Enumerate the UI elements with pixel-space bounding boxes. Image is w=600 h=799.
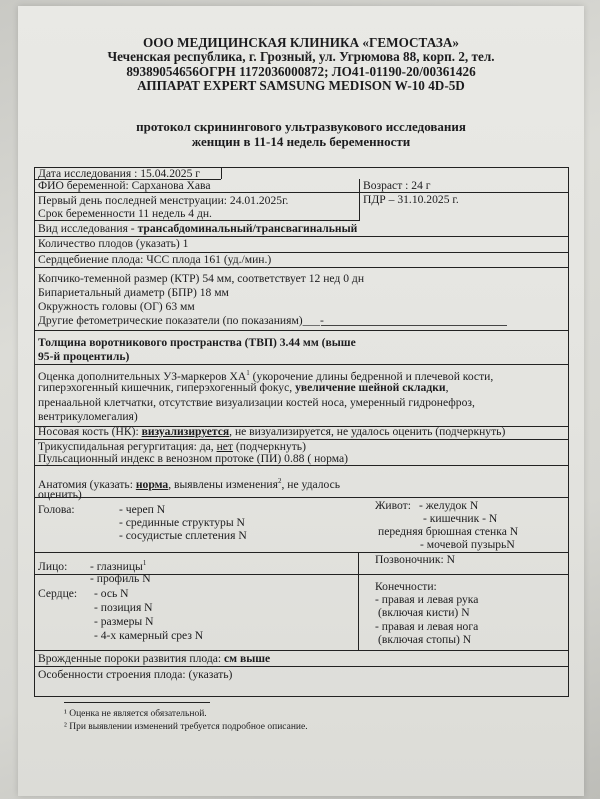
heart-item: - ось N <box>94 587 129 600</box>
clinic-name: ООО МЕДИЦИНСКАЯ КЛИНИКА «ГЕМОСТАЗА» <box>143 35 459 50</box>
markers-text: гиперэхогенный кишечник, гиперэхогенный фокус, <box>38 381 296 394</box>
nasal-bone-value: визуализируется <box>141 425 230 438</box>
patient-age: Возраст : 24 г <box>363 179 431 192</box>
footnote-2: ² При выявлении изменений требуется подробное описание. <box>64 722 308 732</box>
tricuspid-value: нет <box>216 440 233 453</box>
malformations-label: Врожденные пороки развития плода: <box>38 652 224 665</box>
other-fetometry-fill-line <box>321 325 507 326</box>
heart-item: - 4-х камерный срез N <box>94 629 204 642</box>
column-divider <box>221 168 222 179</box>
head-item: - срединные структуры N <box>119 516 245 529</box>
og-measurement: Окружность головы (ОГ) 63 мм <box>38 300 195 313</box>
face-label: Лицо: <box>38 560 68 573</box>
head-item: - череп N <box>119 503 166 516</box>
device-name: АППАРАТ EXPERT SAMSUNG MEDISON W-10 4D-5D <box>137 78 465 94</box>
clinic-registration: 89389054656ОГРН 1172036000872; ЛО41-01190-20/00361426 <box>126 63 476 79</box>
abdomen-item: передняя брюшная стенка N <box>378 525 519 538</box>
protocol-title <box>18 119 584 149</box>
exam-date: Дата исследования : 15.04.2025 г <box>38 167 201 180</box>
malformations <box>38 652 270 665</box>
heart-label: Сердце: <box>38 587 78 600</box>
face-footnote-ref: 1 <box>142 559 147 567</box>
limbs-item: - правая и левая нога <box>375 620 479 633</box>
last-menstruation: Первый день последней менструации: 24.01.2025г. <box>38 194 289 207</box>
tvp-line2: 95-й процентиль) <box>38 350 130 363</box>
abdomen-label: Живот: <box>375 499 411 512</box>
footnote-separator <box>64 702 210 703</box>
tricuspid-hint: (подчеркнуть) <box>233 440 306 453</box>
markers-line2 <box>38 381 448 394</box>
head-label: Голова: <box>38 503 75 516</box>
markers-label: Оценка дополнительных УЗ-маркеров ХА <box>38 369 247 383</box>
protocol-title-line1: протокол скринингового ультразвукового исследования <box>136 119 466 134</box>
exam-type-label: Вид исследования - <box>38 222 138 235</box>
markers-text: , <box>445 381 449 394</box>
limbs-item: - правая и левая рука <box>375 593 479 606</box>
markers-line3: пренаальной клетчатки, отсутствие визуализации костей носа, умеренный гидронефроз, <box>38 396 475 409</box>
anatomy-norm: норма <box>135 477 169 491</box>
exam-type-value: трансабдоминальный/трансвагинальный <box>137 222 358 235</box>
exam-type <box>38 222 357 235</box>
bpr-measurement: Бипариетальный диаметр (БПР) 18 мм <box>38 286 229 299</box>
pulsation-index: Пульсационный индекс в венозном протоке (ПИ) 0.88 ( норма) <box>38 452 348 465</box>
row-divider <box>35 267 568 268</box>
column-divider <box>359 179 360 221</box>
anatomy-label-text: , выявлены изменения <box>168 477 278 491</box>
limbs-item: (включая кисти) N <box>378 606 470 619</box>
row-divider <box>35 330 568 331</box>
spine: Позвоночник: N <box>375 553 456 566</box>
tvp-line1: Толщина воротникового пространства (ТВП) 3.44 мм (выше <box>38 336 356 349</box>
abdomen-item: - желудок N <box>419 499 479 512</box>
abdomen-item: - кишечник - N <box>423 512 498 525</box>
footnote-1: ¹ Оценка не является обязательной. <box>64 709 207 719</box>
column-divider <box>358 552 359 650</box>
row-divider <box>35 666 568 667</box>
markers-highlight: увеличение шейной складки <box>295 381 446 394</box>
clinic-address: Чеченская республика, г. Грозный, ул. Угрюмова 88, корп. 2, тел. <box>107 49 495 65</box>
document-page <box>18 6 584 796</box>
row-divider <box>35 364 568 365</box>
head-item: - сосудистые сплетения N <box>119 529 247 542</box>
other-fetometry: Другие фетометрические показатели (по показаниям)___- <box>38 314 324 327</box>
ktr-measurement: Копчико-теменной размер (КТР) 54 мм, соответствует 12 нед 0 дн <box>38 272 365 285</box>
face-item: - профиль N <box>90 572 151 585</box>
fetus-count: Количество плодов (указать) 1 <box>38 237 189 250</box>
abdomen-item: - мочевой пузырьN <box>420 538 515 551</box>
nasal-bone-label: Носовая кость (НК): <box>38 425 142 438</box>
anatomy-label-text: , не удалось <box>281 477 341 491</box>
pregnancy-term: Срок беременности 11 недель 4 дн. <box>38 207 212 220</box>
row-divider <box>35 650 568 651</box>
protocol-title-line2: женщин в 11-14 недель беременности <box>191 134 411 149</box>
patient-name: ФИО беременной: Сарханова Хава <box>38 179 211 192</box>
clinic-header <box>18 36 584 94</box>
markers-line4: вентрикуломегалия) <box>38 410 138 423</box>
heart-item: - позиция N <box>94 601 153 614</box>
heart-item: - размеры N <box>94 615 154 628</box>
protocol-table <box>34 167 569 697</box>
row-divider <box>35 552 568 553</box>
limbs-label: Конечности: <box>375 580 437 593</box>
markers-footnote-ref: 1 <box>246 369 250 377</box>
anatomy-label-line2: оценить) <box>38 488 82 501</box>
row-divider <box>35 497 568 498</box>
face-orbits: - глазницы <box>90 559 143 573</box>
anatomy-label <box>38 475 340 491</box>
anatomy-label-text: Анатомия (указать: <box>38 477 136 491</box>
markers-text: (укорочение длины бедренной и плечевой кости, <box>249 369 494 383</box>
limbs-item: (включая стопы) N <box>378 633 472 646</box>
due-date: ПДР – 31.10.2025 г. <box>363 193 459 206</box>
nasal-bone <box>38 425 505 438</box>
face-item <box>90 557 146 573</box>
anatomy-footnote-ref: 2 <box>277 477 282 485</box>
nasal-bone-options: , не визуализируется, не удалось оценить (подчеркнуть) <box>229 425 506 438</box>
fetal-heartbeat: Сердцебиение плода: ЧСС плода 161 (уд./мин.) <box>38 253 272 266</box>
tricuspid-label: Трикуспидальная регургитация: да, <box>38 440 217 453</box>
fetal-structure-features: Особенности строения плода: (указать) <box>38 668 233 681</box>
malformations-value: см выше <box>224 652 271 665</box>
